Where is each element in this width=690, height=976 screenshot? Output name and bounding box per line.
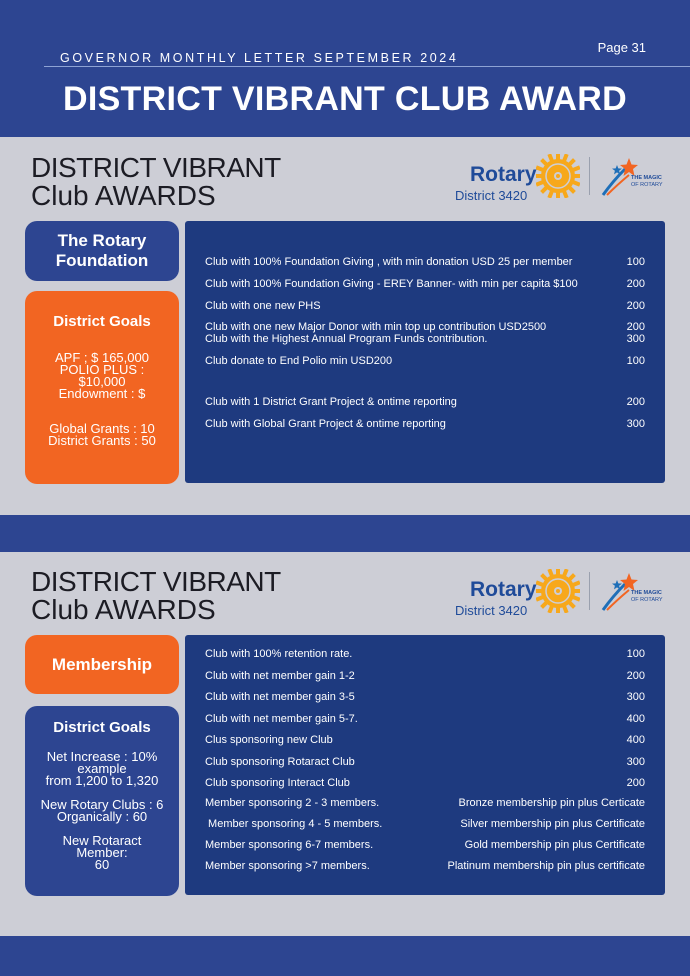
award-points: 100: [626, 256, 645, 268]
magic-line1: THE MAGIC: [631, 175, 662, 181]
rotary-wordmark: Rotary: [470, 578, 537, 601]
goals-title: District Goals: [53, 719, 151, 736]
goal-example-range: from 1,200 to 1,320: [45, 773, 159, 788]
category-label: Membership: [51, 655, 153, 674]
panel-title-line1: DISTRICT VIBRANT: [31, 152, 281, 183]
panel-title-line2: Club AWARDS: [31, 594, 216, 625]
goal-organically: Organically : 60: [56, 809, 148, 824]
award-points: 400: [626, 713, 645, 725]
magic-line1: THE MAGIC: [631, 590, 662, 596]
goal-apf: APF ; $ 165,000: [55, 350, 149, 365]
goal-new-clubs: New Rotary Clubs : 6: [40, 797, 164, 812]
membership-awards-panel: [0, 552, 690, 936]
district-label: District 3420: [455, 188, 528, 203]
award-label: Club with net member gain 5-7.: [205, 713, 358, 725]
rotary-wheel-icon: [536, 154, 580, 198]
panel-title: [31, 568, 281, 624]
rotary-wordmark: Rotary: [470, 163, 537, 186]
document-header: GOVERNOR MONTHLY LETTER SEPTEMBER 2024: [60, 51, 459, 65]
award-points: 200: [626, 396, 645, 408]
goal-example: example: [77, 761, 127, 776]
award-label: Club with 1 District Grant Project & ontime reporting: [205, 396, 457, 408]
header-rule: [44, 66, 690, 67]
award-points: 200: [626, 670, 645, 682]
award-label: Member sponsoring 6-7 members.: [205, 839, 374, 851]
award-label: Club with one new Major Donor with min top up contribution USD2500: [205, 321, 547, 333]
magic-tagline: [631, 175, 663, 188]
goal-district-grants: District Grants : 50: [48, 433, 156, 448]
awards-table: [185, 221, 665, 483]
footer-band: [0, 936, 690, 976]
magic-line2: OF ROTARY: [631, 596, 663, 603]
goal-member-count: 60: [94, 857, 110, 872]
award-label: Clus sponsoring new Club: [205, 734, 333, 746]
district-goals-box: [25, 706, 179, 896]
page-number: Page 31: [597, 40, 646, 55]
logo-divider: [589, 572, 590, 610]
goals-title: District Goals: [53, 313, 151, 330]
award-label: Club with net member gain 1-2: [205, 670, 355, 682]
goal-polio-amount: $10,000: [78, 374, 126, 389]
award-label: Club with net member gain 3-5: [205, 691, 355, 703]
goal-member: Member:: [76, 845, 128, 860]
category-line2: Foundation: [55, 251, 149, 270]
award-points: 400: [626, 734, 645, 746]
panel-title: [31, 154, 281, 210]
award-label: Member sponsoring >7 members.: [205, 860, 370, 872]
goal-global-grants: Global Grants : 10: [49, 421, 155, 436]
award-points: 300: [626, 691, 645, 703]
award-label: Club sponsoring Interact Club: [205, 777, 350, 789]
magic-tagline: [631, 590, 663, 603]
award-points: Gold membership pin plus Certificate: [464, 839, 645, 851]
award-label: Member sponsoring 2 - 3 members.: [205, 797, 380, 809]
goal-new-rotaract: New Rotaract: [62, 833, 142, 848]
award-points: 200: [626, 300, 645, 312]
award-label: Club sponsoring Rotaract Club: [205, 756, 355, 768]
category-line1: The Rotary: [57, 231, 147, 250]
category-box-membership: [25, 635, 179, 694]
logo-divider: [589, 157, 590, 195]
panel-title-line1: DISTRICT VIBRANT: [31, 566, 281, 597]
award-label: Club with 100% Foundation Giving , with min donation USD 25 per member: [205, 256, 573, 268]
award-points: Silver membership pin plus Certificate: [460, 818, 645, 830]
award-points: 200: [626, 321, 645, 333]
award-label: Club with Global Grant Project & ontime reporting: [205, 418, 446, 430]
award-points: 100: [626, 648, 645, 660]
goal-net-increase: Net Increase : 10%: [46, 749, 158, 764]
award-label: Club with 100% retention rate.: [205, 648, 353, 660]
award-points: 200: [626, 278, 645, 290]
magic-line2: OF ROTARY: [631, 181, 663, 188]
award-points: 300: [626, 756, 645, 768]
award-points: Platinum membership pin plus certificate: [447, 860, 645, 872]
category-box-foundation: [25, 221, 179, 281]
rotary-wheel-icon: [536, 569, 580, 613]
award-label: Club donate to End Polio min USD200: [205, 355, 393, 367]
award-label: Club with 100% Foundation Giving - EREY Banner- with min per capita $100: [205, 278, 578, 290]
award-points: Bronze membership pin plus Certicate: [458, 797, 645, 809]
district-label: District 3420: [455, 603, 528, 618]
award-label: Member sponsoring 4 - 5 members.: [205, 818, 383, 830]
awards-table: [185, 635, 665, 895]
goal-polio-plus: POLIO PLUS :: [59, 362, 145, 377]
award-points: 100: [626, 355, 645, 367]
award-points: 300: [626, 333, 645, 345]
goal-endowment: Endowment : $: [58, 386, 146, 401]
district-goals-box: [25, 291, 179, 484]
rotary-logo: [453, 151, 683, 201]
panel-title-line2: Club AWARDS: [31, 180, 216, 211]
award-points: 300: [626, 418, 645, 430]
page-title: DISTRICT VIBRANT CLUB AWARD: [62, 80, 628, 118]
rotary-logo: [453, 566, 683, 616]
award-label: Club with the Highest Annual Program Funds contribution.: [205, 333, 488, 345]
award-label: Club with one new PHS: [205, 300, 321, 312]
award-points: 200: [626, 777, 645, 789]
foundation-awards-panel: [0, 137, 690, 515]
